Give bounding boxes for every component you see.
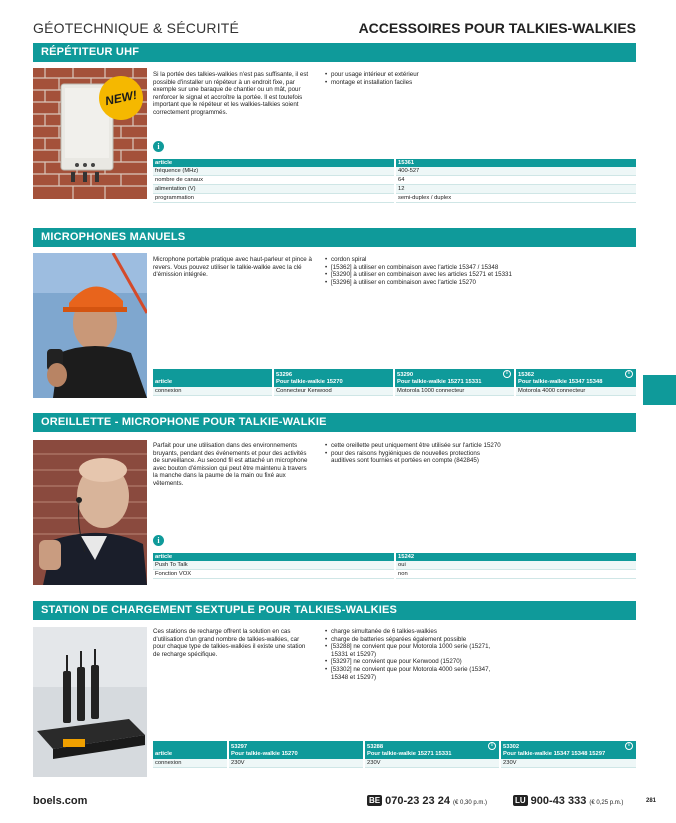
- table-header-row: [153, 553, 636, 561]
- article-sub: Pour talkie-walkie 15271 15331: [397, 379, 482, 385]
- country-code: LU: [515, 796, 526, 805]
- table-row: [153, 561, 636, 570]
- info-icon: i: [153, 535, 164, 546]
- table-cell: Fonction VOX: [153, 570, 395, 579]
- new-badge-label: NEW!: [103, 87, 139, 109]
- table-cell: Connecteur Kenwood: [273, 387, 394, 396]
- article-code: 53296: [276, 372, 293, 378]
- list-item: • [53302] ne convient que pour Motorola 4000 serie (15347, 15348 et 15297): [325, 666, 505, 681]
- table-row: [153, 185, 636, 194]
- table-cell: 230V: [500, 759, 636, 768]
- table-header-row: [153, 159, 636, 167]
- section-title: OREILLETTE - MICROPHONE POUR TALKIE-WALKIE: [33, 413, 636, 432]
- table-header: 15242: [395, 553, 636, 561]
- table-cell: connexion: [153, 759, 228, 768]
- table-row: [153, 176, 636, 185]
- table-cell: 400-527: [395, 167, 636, 176]
- list-item: • pour des raisons hygiéniques de nouvelles protections auditives sont fournies et portées en compte (842845): [325, 450, 505, 465]
- earpiece-description: Parfait pour une utilisation dans des environnements bruyants, pendant des événements et pour des activités de surveillance. Au second fil est attaché un microphone avec bouton d'émission qui peut être maintenu à travers la manche dans la paume de la main ou fixé aux vêtements.: [153, 442, 308, 487]
- charger-table: [153, 741, 636, 768]
- website-link[interactable]: boels.com: [33, 795, 88, 807]
- section-earpiece: [33, 413, 636, 593]
- earpiece-photo: [33, 440, 147, 585]
- microphones-table: [153, 369, 636, 396]
- table-cell: oui: [395, 561, 636, 570]
- phone-lu[interactable]: [513, 795, 623, 807]
- microphone-photo: [33, 253, 147, 398]
- table-header: [500, 741, 636, 759]
- earpiece-image: [33, 440, 147, 585]
- article-sub: Pour talkie-walkie 15270: [231, 751, 298, 757]
- section-title: RÉPÉTITEUR UHF: [33, 43, 636, 62]
- list-item: • pour usage intérieur et extérieur: [325, 71, 485, 79]
- table-row: [153, 167, 636, 176]
- charger-photo: [33, 627, 147, 777]
- phone-rate: (€ 0,30 p.m.): [453, 800, 488, 806]
- page-number: 281: [645, 798, 656, 804]
- section-charger: [33, 601, 636, 781]
- article-sub: Pour talkie-walkie 15271 15331: [367, 751, 452, 757]
- list-item: • [53297] ne convient que pour Kenwood (15270): [325, 658, 505, 666]
- list-item: • charge de batteries séparées également possible: [325, 636, 505, 644]
- article-code: 53290: [397, 372, 414, 378]
- table-header: 15361: [395, 159, 636, 167]
- table-header: article: [153, 369, 273, 387]
- list-item: • [53296] à utiliser en combinaison avec l'article 15270: [325, 279, 515, 287]
- microphones-bullets: [325, 256, 515, 286]
- section-microphones: [33, 228, 636, 403]
- table-cell: Motorola 1000 connecteur: [394, 387, 515, 396]
- table-row: [153, 194, 636, 203]
- list-item: • cette oreillette peut uniquement être utilisée sur l'article 15270: [325, 442, 505, 450]
- article-sub: Pour talkie-walkie 15270: [276, 379, 343, 385]
- phone-rate: (€ 0,25 p.m.): [589, 800, 624, 806]
- chapter-tab: [643, 375, 676, 405]
- article-sub: Pour talkie-walkie 15347 15348: [518, 379, 603, 385]
- table-cell: non: [395, 570, 636, 579]
- section-repeater: [33, 43, 636, 215]
- page-header: [33, 20, 636, 40]
- table-header: [273, 369, 394, 387]
- country-code: BE: [369, 796, 381, 805]
- table-cell: Push To Talk: [153, 561, 395, 570]
- list-item: • cordon spiral: [325, 256, 515, 264]
- table-header: article: [153, 553, 395, 561]
- table-header: article: [153, 741, 228, 759]
- article-code: 53302: [503, 744, 520, 750]
- table-cell: nombre de canaux: [153, 176, 395, 185]
- list-item: • [53290] à utiliser en combinaison avec les articles 15271 et 15331: [325, 271, 515, 279]
- list-item: • [53288] ne convient que pour Motorola 1000 serie (15271, 15331 et 15297): [325, 643, 505, 658]
- table-cell: alimentation (V): [153, 185, 395, 194]
- info-icon: i: [503, 370, 511, 378]
- article-sub: Pour talkie-walkie 15347 15348 15297: [503, 751, 606, 757]
- repeater-spec-table: [153, 159, 636, 203]
- page-footer: [33, 793, 676, 811]
- phone-number: 070-23 23 24: [385, 795, 450, 807]
- charger-image: [33, 627, 147, 777]
- table-cell: programmation: [153, 194, 395, 203]
- table-cell: connexion: [153, 387, 273, 396]
- info-icon: i: [625, 370, 633, 378]
- table-row: [153, 759, 636, 768]
- info-icon: i: [625, 742, 633, 750]
- table-header: article: [153, 159, 395, 167]
- earpiece-spec-table: [153, 553, 636, 579]
- phone-number: 900-43 333: [530, 795, 587, 807]
- list-item: • montage et installation faciles: [325, 79, 485, 87]
- phone-be[interactable]: [367, 795, 487, 807]
- table-header: [364, 741, 500, 759]
- table-row: [153, 570, 636, 579]
- table-cell: semi-duplex / duplex: [395, 194, 636, 203]
- microphones-description: Microphone portable pratique avec haut-parleur et pince à revers. Vous pouvez utiliser le talkie-walkie avec la clé d'émission intégrée.: [153, 256, 312, 279]
- table-cell: 12: [395, 185, 636, 194]
- table-cell: Motorola 4000 connecteur: [515, 387, 636, 396]
- page-title: ACCESSOIRES POUR TALKIES-WALKIES: [358, 20, 636, 36]
- table-header-row: [153, 369, 636, 387]
- article-code: 53288: [367, 744, 384, 750]
- table-cell: fréquence (MHz): [153, 167, 395, 176]
- article-code: 15362: [518, 372, 535, 378]
- repeater-description: Si la portée des talkies-walkies n'est pas suffisante, il est possible d'installer un répéteur à un endroit fixe, par exemple sur une baraque de chantier ou un mât, pour renforcer le signal et accroître la portée. Il est toutefois important que le répéteur et les walkies-talkies soient correctement programmés.: [153, 71, 309, 116]
- table-header: [228, 741, 364, 759]
- info-icon: i: [153, 141, 164, 152]
- article-code: 53297: [231, 744, 248, 750]
- earpiece-bullets: [325, 442, 505, 465]
- repeater-photo: [33, 68, 147, 199]
- list-item: • charge simultanée de 6 talkies-walkies: [325, 628, 505, 636]
- repeater-bullets: [325, 71, 485, 86]
- table-row: [153, 387, 636, 396]
- table-cell: 64: [395, 176, 636, 185]
- table-header-row: [153, 741, 636, 759]
- section-title: MICROPHONES MANUELS: [33, 228, 636, 247]
- list-item: • [15362] à utiliser en combinaison avec l'article 15347 / 15348: [325, 264, 515, 272]
- info-icon: i: [488, 742, 496, 750]
- section-title: STATION DE CHARGEMENT SEXTUPLE POUR TALKIES-WALKIES: [33, 601, 636, 620]
- table-header: [394, 369, 515, 387]
- table-cell: 230V: [228, 759, 364, 768]
- category-label: GÉOTECHNIQUE & SÉCURITÉ: [33, 20, 240, 36]
- table-header: [515, 369, 636, 387]
- table-cell: 230V: [364, 759, 500, 768]
- microphone-image: [33, 253, 147, 398]
- charger-description: Ces stations de recharge offrent la solution en cas d'utilisation d'un grand nombre de talkies-walkies, car pour chaque type de talkies-walkies il existe une station de recharge spécifique.: [153, 628, 306, 658]
- charger-bullets: [325, 628, 505, 681]
